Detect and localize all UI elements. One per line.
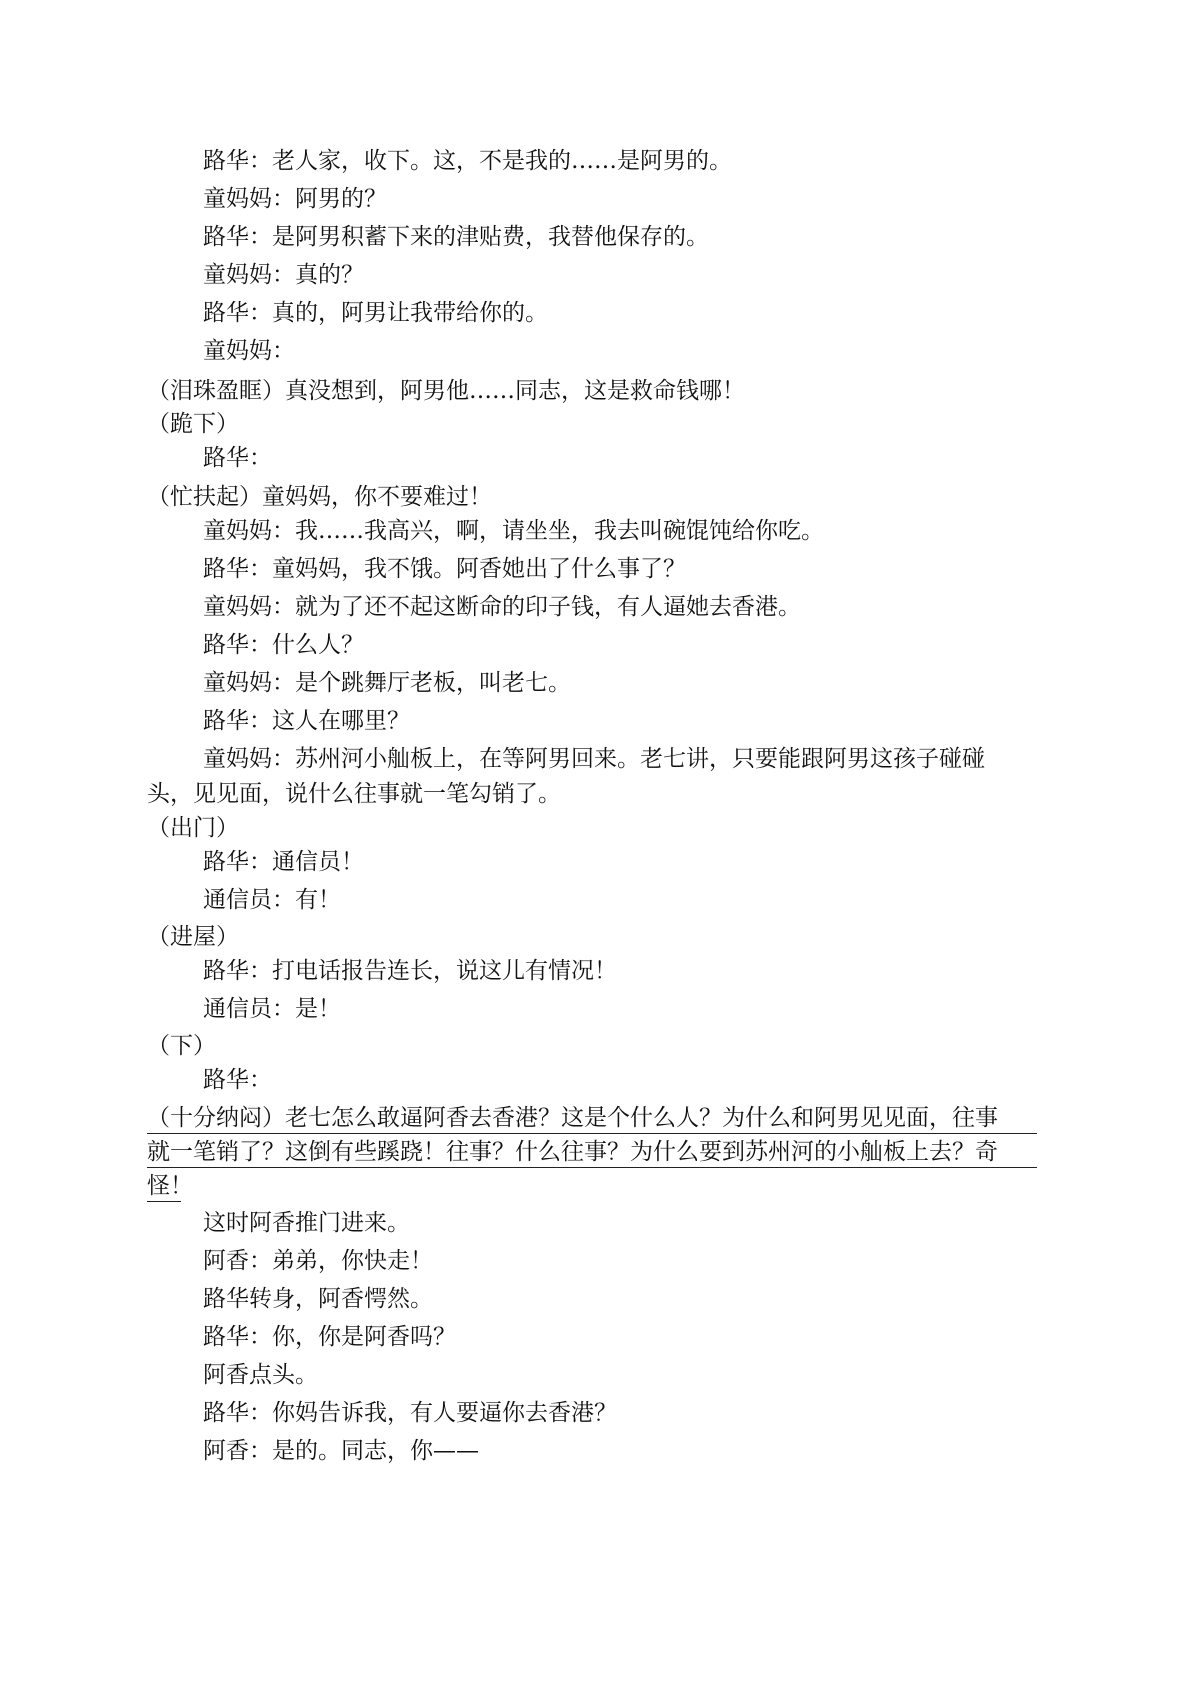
dialogue-line-luhua: 路华：什么人？	[203, 632, 364, 658]
dialogue-line-luhua: 路华：你妈告诉我，有人要逼你去香港？	[203, 1400, 617, 1426]
stage-direction: （下）	[147, 1033, 216, 1059]
speaker-label: 童妈妈：	[203, 338, 295, 364]
underlined-monologue-line: 怪！	[147, 1171, 181, 1202]
dialogue-line-luhua: 路华：这人在哪里？	[203, 708, 410, 734]
dialogue-line-tongmama: 童妈妈：苏州河小舢板上，在等阿男回来。老七讲，只要能跟阿男这孩子碰碰	[203, 746, 985, 772]
dialogue-line-axiang: 阿香：是的。同志，你——	[203, 1438, 479, 1464]
dialogue-line-continuation: 头，见见面，说什么往事就一笔勾销了。	[147, 781, 561, 807]
narration-line: 阿香点头。	[203, 1362, 318, 1388]
dialogue-line-tongmama: 童妈妈：真的？	[203, 262, 364, 288]
stage-direction: （跪下）	[147, 411, 239, 437]
underlined-monologue-line: （十分纳闷）老七怎么敢逼阿香去香港？这是个什么人？为什么和阿男见见面，往事	[147, 1103, 1037, 1134]
dialogue-line-luhua: 路华：是阿男积蓄下来的津贴费，我替他保存的。	[203, 224, 709, 250]
dialogue-line-tongmama: 童妈妈：就为了还不起这断命的印子钱，有人逼她去香港。	[203, 594, 801, 620]
stage-direction: （出门）	[147, 815, 239, 841]
dialogue-line-luhua: 路华：通信员！	[203, 849, 364, 875]
stage-direction: （忙扶起）童妈妈，你不要难过！	[147, 484, 492, 510]
narration-line: 这时阿香推门进来。	[203, 1210, 410, 1236]
dialogue-line-tongmama: 童妈妈：阿男的？	[203, 186, 387, 212]
dialogue-line-luhua: 路华：打电话报告连长，说这儿有情况！	[203, 958, 617, 984]
dialogue-line-tongmama: 童妈妈：是个跳舞厅老板，叫老七。	[203, 670, 571, 696]
dialogue-line-luhua: 路华：老人家，收下。这，不是我的……是阿男的。	[203, 148, 732, 174]
speaker-label: 路华：	[203, 445, 272, 471]
dialogue-line-luhua: 路华：童妈妈，我不饿。阿香她出了什么事了？	[203, 556, 686, 582]
stage-direction: （进屋）	[147, 924, 239, 950]
underlined-monologue-line: 就一笔销了？这倒有些蹊跷！往事？什么往事？为什么要到苏州河的小舢板上去？奇	[147, 1137, 1037, 1168]
speaker-label: 路华：	[203, 1067, 272, 1093]
dialogue-line-axiang: 阿香：弟弟，你快走！	[203, 1248, 433, 1274]
dialogue-line-luhua: 路华：你，你是阿香吗？	[203, 1324, 456, 1350]
dialogue-line-tongmama: 童妈妈：我……我高兴，啊，请坐坐，我去叫碗馄饨给你吃。	[203, 518, 824, 544]
dialogue-line-tongxinyuan: 通信员：有！	[203, 887, 341, 913]
dialogue-line-tongxinyuan: 通信员：是！	[203, 996, 341, 1022]
narration-line: 路华转身，阿香愕然。	[203, 1286, 433, 1312]
stage-direction: （泪珠盈眶）真没想到，阿男他……同志，这是救命钱哪！	[147, 378, 745, 404]
dialogue-line-luhua: 路华：真的，阿男让我带给你的。	[203, 300, 548, 326]
